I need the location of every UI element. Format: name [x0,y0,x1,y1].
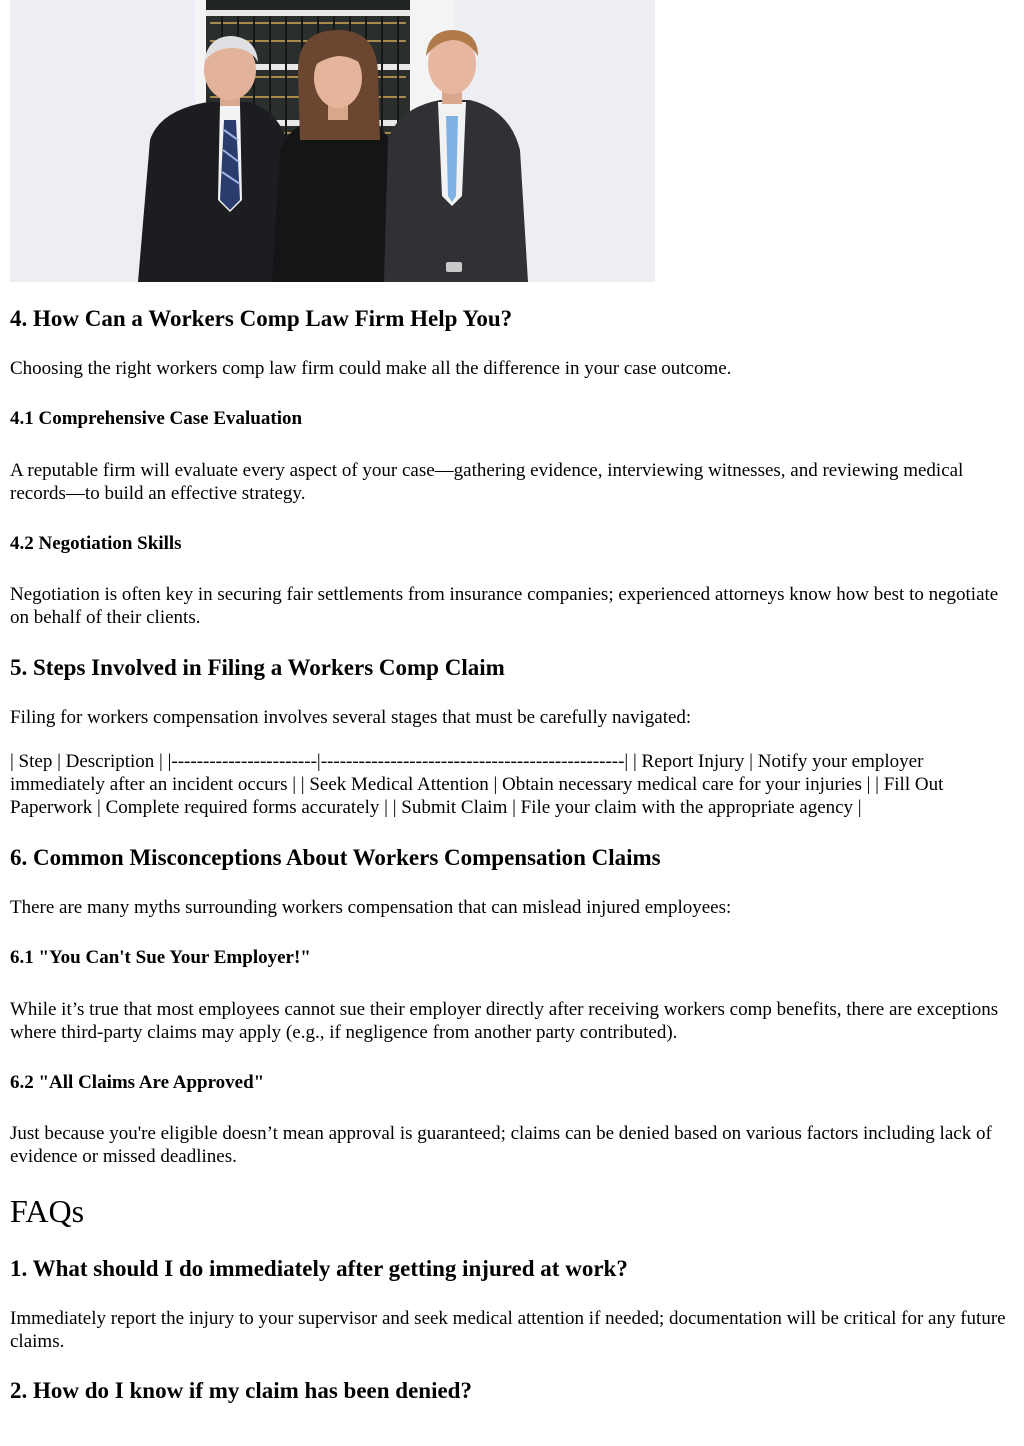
section-4-2-heading: 4.2 Negotiation Skills [10,533,182,554]
section-5-heading: 5. Steps Involved in Filing a Workers Comp Claim [10,655,505,680]
section-4-1-heading: 4.1 Comprehensive Case Evaluation [10,408,303,429]
section-6-intro: There are many myths surrounding workers compensation that can mislead injured employees: [10,897,732,918]
faq-heading: FAQs [10,1193,85,1229]
faq-2-question: 2. How do I know if my claim has been denied? [10,1378,472,1403]
section-6-1-text: While it’s true that most employees cannot sue their employer directly after receiving workers comp benefits, there are exceptions where third-party claims may apply (e.g., if negligence from another party contributed). [10,999,999,1043]
section-4-heading: 4. How Can a Workers Comp Law Firm Help You? [10,306,513,331]
lawyers-photo-illustration [10,0,655,282]
section-6-heading: 6. Common Misconceptions About Workers Compensation Claims [10,845,661,870]
faq-1-answer: Immediately report the injury to your supervisor and seek medical attention if needed; documentation will be critical for any future claims. [10,1308,1006,1352]
section-5-intro: Filing for workers compensation involves several stages that must be carefully navigated: [10,707,692,728]
section-6-1-heading: 6.1 "You Can't Sue Your Employer!" [10,947,311,968]
section-6-2-text: Just because you're eligible doesn’t mean approval is guaranteed; claims can be denied based on various factors including lack of evidence or missed deadlines. [10,1123,992,1167]
hero-photo [10,0,655,282]
steps-table-markdown: | Step | Description | |-----------------------|------------------------------------------------| | Report Injury | Notify your employer immediately after an incident occurs | | Seek Medical Attention | Obtain necessary medical care for your injuries | | Fill Out Paperwork | Complete required forms accurately | | Submit Claim | File your claim with the appropriate agency | [10,751,944,818]
section-4-intro: Choosing the right workers comp law firm could make all the difference in your case outcome. [10,358,732,379]
section-4-1-text: A reputable firm will evaluate every aspect of your case—gathering evidence, interviewing witnesses, and reviewing medical records—to build an effective strategy. [10,460,964,504]
section-6-2-heading: 6.2 "All Claims Are Approved" [10,1072,265,1093]
faq-1-question: 1. What should I do immediately after getting injured at work? [10,1256,628,1281]
section-4-2-text: Negotiation is often key in securing fair settlements from insurance companies; experienced attorneys know how best to negotiate on behalf of their clients. [10,584,999,628]
